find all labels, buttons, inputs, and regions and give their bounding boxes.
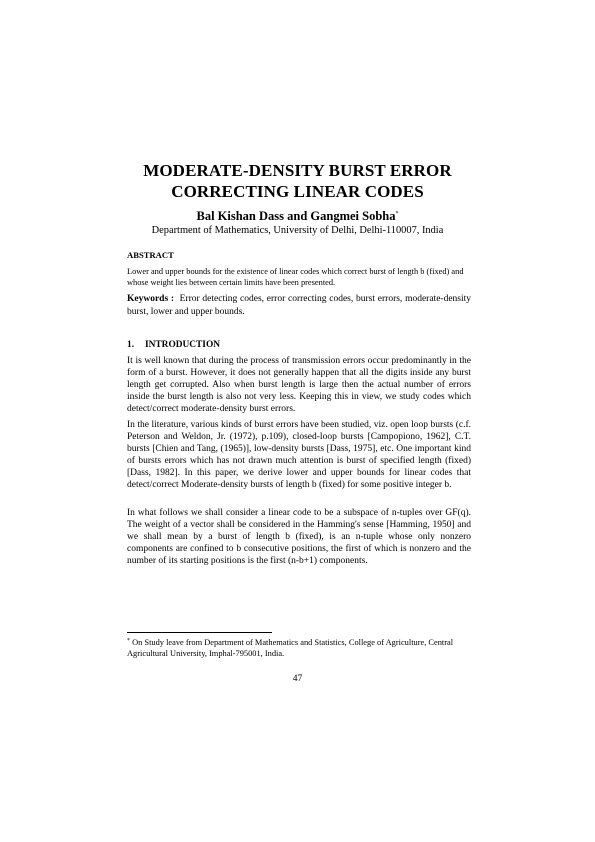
page-number: 47 [292,674,303,684]
intro-paragraph-2: In the literature, various kinds of burst errors have been studied, viz. open loop bursts (c.f. Peterson and Weldon, Jr. (1972), p.109), closed-loop bursts [Campopiono, 1962], C.T. bursts [Chien and Tang, (1965)], low-density bursts [Dass, 1975], etc. One important kind of bursts errors which has not drawn much attention is burst of specified length (fixed) [Dass, 1982]. In this paper, we derive lower and upper bounds for linear codes that detect/correct Moderate-density bursts of length b (fixed) for some positive integer b. [127,420,471,490]
author-affiliation: Department of Mathematics, University of Delhi, Delhi-110007, India [151,225,444,236]
paper-title-line-2: CORRECTING LINEAR CODES [171,182,424,201]
intro-paragraph-3: In what follows we shall consider a linear code to be a subspace of n-tuples over GF(q). The weight of a vector shall be considered in the Hamming's sense [Hamming, 1950] and we shall mean by a burst of length b (fixed), is an n-tuple whose only nonzero components are confined to b consecutive positions, the first of which is nonzero and the number of its starting positions is the first (n-b+1) components. [127,508,471,566]
footnote-text: On Study leave from Department of Mathematics and Statistics, College of Agriculture, Central Agricultural University, Imphal-795001, India. [127,638,454,658]
keywords-label: Keywords : [127,294,175,304]
footnote-divider [127,632,272,633]
section-heading-introduction [127,339,220,351]
keywords [127,293,471,318]
section-title: INTRODUCTION [145,340,221,350]
section-number: 1. [127,340,135,350]
footnote [127,637,471,659]
keywords-text: Error detecting codes, error correcting codes, burst errors, moderate-density burst, lower and upper bounds. [127,294,472,317]
abstract-text: Lower and upper bounds for the existence of linear codes which correct burst of length b (fixed) and whose weight lies between certain limits have been presented. [127,267,464,287]
footnote-marker: * [127,638,130,644]
author-names [60,209,535,224]
abstract-heading: ABSTRACT [127,250,174,260]
author-footnote-marker: * [395,211,399,217]
paper-title-line-1: MODERATE-DENSITY BURST ERROR [143,161,452,180]
intro-paragraph-1: It is well known that during the process of transmission errors occur predominantly in the form of a burst. However, it does not generally happen that all the digits inside any burst length get corrupted. Also when burst length is large then the actual number of errors inside the burst length is also not very less. Keeping this in view, we study codes which detect/correct moderate-density burst errors. [127,356,471,414]
author-names-text: Bal Kishan Dass and Gangmei Sobha [196,209,396,223]
